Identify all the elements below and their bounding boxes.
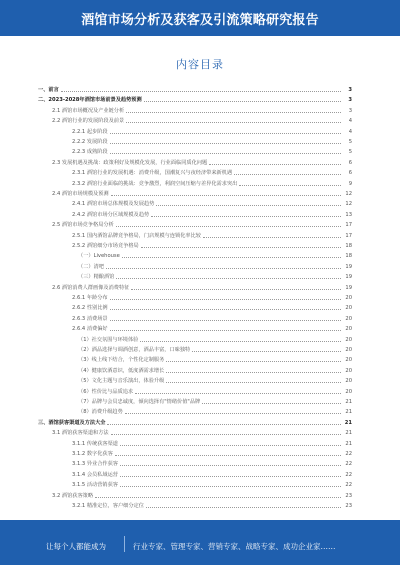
toc-leader-dots (110, 320, 341, 321)
toc-entry-title: （7）品牌与会员忠诚度，倾向选择有"情绪价值"品牌 (78, 399, 201, 405)
toc-entry-title: （一）Livehouse (78, 253, 120, 260)
toc-leader-dots (110, 133, 341, 134)
toc-page-number: 20 (345, 336, 352, 343)
toc-leader-dots (192, 351, 341, 352)
toc-leader-dots (146, 507, 341, 508)
toc-entry[interactable] (52, 106, 352, 114)
toc-leader-dots (106, 268, 341, 269)
toc-entry[interactable] (72, 303, 352, 311)
toc-entry[interactable] (78, 335, 352, 343)
toc-page-number: 20 (345, 305, 352, 312)
report-title: 酒馆市场分析及获客及引流策略研究报告 (81, 13, 319, 28)
toc-leader-dots (122, 257, 341, 258)
toc-page-number: 19 (345, 263, 352, 270)
toc-entry-title: 2.5.2 酒馆细分市场竞争格局 (72, 243, 139, 249)
toc-entry-title: 2.3.2 酒馆行业面临的挑战：竞争激烈，利润空间压缩与差异化需求突出 (72, 180, 238, 187)
toc-entry[interactable] (52, 116, 352, 124)
toc-entry[interactable] (72, 501, 352, 509)
toc-page-number: 3 (348, 107, 352, 114)
toc-page-number: 5 (348, 149, 352, 156)
toc-entry-title: 2.4 酒馆市场规模及预测 (52, 191, 109, 197)
toc-entry[interactable] (72, 293, 352, 301)
toc-page-number: 21 (344, 419, 352, 426)
toc-entry-title: 3.1.5 活动营销获客 (72, 482, 118, 489)
toc-page-number: 3 (348, 97, 352, 104)
footer-slogan-left: 让每个人都能成为 (46, 542, 106, 551)
toc-entry[interactable] (38, 418, 352, 426)
toc-leader-dots (107, 424, 341, 425)
toc-leader-dots (126, 122, 341, 123)
toc-page-number: 9 (348, 180, 352, 187)
toc-entry[interactable] (38, 95, 352, 103)
toc-entry[interactable] (78, 376, 352, 384)
toc-page-number: 21 (345, 409, 352, 416)
footer-divider (124, 536, 125, 552)
toc-entry-title: 3.1.1 传统获客渠道 (72, 440, 118, 447)
toc-page-number: 20 (345, 315, 352, 322)
toc-entry-title: 3.1.3 异业合作获客 (72, 461, 118, 468)
toc-leader-dots (116, 226, 341, 227)
toc-entry-title: （8）消费升级趋势 (78, 409, 123, 416)
toc-leader-dots (203, 237, 341, 238)
toc-leader-dots (110, 153, 341, 154)
toc-page-number: 21 (345, 399, 352, 405)
toc-entry-title: （5）文化主题与音乐演出，体验升级 (78, 378, 165, 385)
toc-entry[interactable] (72, 179, 352, 187)
toc-entry[interactable] (72, 231, 352, 239)
toc-page-number: 20 (345, 295, 352, 301)
toc-entry-title: 2.6 酒馆消费人群画像及消费特征 (52, 284, 130, 291)
toc-entry[interactable] (72, 199, 352, 207)
toc-entry[interactable] (78, 355, 352, 363)
toc-entry[interactable] (72, 459, 352, 467)
toc-entry-title: （三）精酿酒馆 (78, 274, 115, 281)
toc-entry-title: 2.2.3 成熟阶段 (72, 149, 108, 156)
toc-page-number: 18 (345, 243, 352, 249)
toc-entry[interactable] (78, 397, 352, 405)
toc-entry-title: 2.4.2 酒馆市场分区域规模及趋势 (72, 211, 150, 218)
toc-entry[interactable] (78, 345, 352, 353)
toc-leader-dots (140, 341, 341, 342)
toc-entry-title: 一、前言 (38, 87, 59, 93)
toc-page-number: 20 (345, 347, 352, 353)
toc-entry[interactable] (78, 251, 352, 259)
toc-entry[interactable] (72, 480, 352, 488)
toc-page-number: 20 (345, 326, 352, 333)
toc-entry[interactable] (52, 158, 352, 166)
toc-entry-title: 2.5 酒馆市场竞争格局分析 (52, 222, 114, 229)
toc-entry-title: 2.6.4 消费偏好 (72, 326, 108, 333)
toc-page-number: 3 (348, 87, 352, 93)
toc-page-number: 5 (348, 139, 352, 145)
toc-leader-dots (116, 278, 341, 279)
toc-entry[interactable] (52, 189, 352, 197)
toc-entry-title: （2）酒品选择与调酒创意，酒品丰富，口味独特 (78, 347, 191, 353)
toc-page-number: 17 (345, 232, 352, 239)
toc-entry[interactable] (72, 210, 352, 218)
toc-entry[interactable] (72, 324, 352, 332)
toc-entry-title: 2.1 酒馆市场概况及产业链分析 (52, 107, 125, 114)
toc-entry-title: 3.1.4 会员私域运营 (72, 471, 118, 478)
toc-leader-dots (95, 497, 341, 498)
toc-entry[interactable] (78, 366, 352, 374)
toc-leader-dots (120, 445, 341, 446)
toc-entry-title: 2.3.1 酒馆行业的发展机遇：消费升级，国潮复兴与夜经济带来新机遇 (72, 170, 233, 177)
toc-page-number: 22 (345, 482, 352, 489)
toc-leader-dots (111, 434, 341, 435)
toc-leader-dots (239, 185, 341, 186)
toc-page-number: 12 (345, 201, 352, 208)
toc-page-number: 20 (345, 388, 352, 395)
toc-page-number: 6 (348, 170, 352, 177)
toc-leader-dots (110, 299, 341, 300)
toc-entry[interactable] (52, 491, 352, 499)
toc-page-number: 23 (345, 503, 352, 509)
toc-entry[interactable] (72, 470, 352, 478)
toc-leader-dots (144, 101, 341, 102)
toc-entry-title: 三、酒馆获客渠道及方法大全 (38, 419, 106, 426)
toc-leader-dots (156, 205, 341, 206)
toc-entry-title: （6）性价比与品质追求 (78, 388, 134, 395)
toc-leader-dots (131, 289, 341, 290)
toc-page-number: 19 (345, 274, 352, 281)
toc-leader-dots (115, 455, 341, 456)
toc-entry[interactable] (78, 387, 352, 395)
toc-leader-dots (120, 486, 341, 487)
toc-leader-dots (111, 195, 341, 196)
toc-page-number: 19 (345, 284, 352, 291)
toc-entry[interactable] (52, 428, 352, 436)
toc-entry-title: 2.6.2 性别比例 (72, 305, 108, 312)
toc-entry[interactable] (72, 127, 352, 135)
toc-page-number: 23 (345, 492, 352, 499)
toc-page-number: 13 (345, 211, 352, 218)
toc-leader-dots (234, 174, 341, 175)
toc-entry-title: 2.4.1 酒馆市场总体规模及发展趋势 (72, 201, 155, 208)
toc-page-number: 18 (345, 253, 352, 260)
toc-entry[interactable] (52, 220, 352, 228)
table-of-contents (0, 85, 400, 515)
toc-leader-dots (166, 382, 341, 383)
toc-entry[interactable] (72, 168, 352, 176)
toc-entry-title: 2.2.2 发展阶段 (72, 139, 108, 145)
toc-entry-title: 2.5.1 国内酒馆品牌竞争格局，门店规模与连锁化率比较 (72, 232, 201, 239)
toc-entry-title: 3.2 酒馆获客策略 (52, 492, 94, 499)
toc-entry[interactable] (72, 449, 352, 457)
toc-page-number: 22 (345, 471, 352, 478)
toc-leader-dots (202, 403, 341, 404)
toc-leader-dots (61, 91, 341, 92)
toc-entry-title: （3）线上线下结合，个性化定制服务 (78, 357, 165, 364)
toc-entry[interactable] (72, 314, 352, 322)
toc-leader-dots (125, 413, 341, 414)
toc-entry[interactable] (72, 241, 352, 249)
toc-page-number: 22 (345, 451, 352, 457)
toc-entry[interactable] (78, 272, 352, 280)
toc-leader-dots (110, 309, 341, 310)
toc-page-number: 12 (345, 191, 352, 197)
toc-leader-dots (166, 372, 341, 373)
toc-entry-title: 二、2023-2028年酒馆市场前景及趋势预测 (38, 97, 142, 104)
toc-page-number: 20 (345, 367, 352, 374)
toc-page-number: 4 (348, 118, 352, 125)
toc-entry[interactable] (72, 147, 352, 155)
toc-leader-dots (209, 164, 341, 165)
toc-entry[interactable] (52, 283, 352, 291)
toc-leader-dots (166, 361, 341, 362)
toc-page-number: 20 (345, 378, 352, 385)
toc-leader-dots (151, 216, 341, 217)
toc-entry-title: （1）社交氛围与环境体验 (78, 336, 139, 343)
toc-page-number: 6 (348, 159, 352, 166)
toc-entry[interactable] (72, 137, 352, 145)
toc-page-number: 17 (345, 222, 352, 229)
toc-entry-title: 3.2.1 精准定位，客户细分定位 (72, 503, 144, 509)
footer-slogan-right: 行业专家、管理专家、营销专家、战略专家、成功企业家…… (133, 542, 336, 551)
toc-entry-title: （二）清吧 (78, 263, 104, 270)
toc-entry[interactable] (72, 439, 352, 447)
toc-entry-title: 2.6.3 消费场景 (72, 315, 108, 322)
toc-page-number: 22 (345, 461, 352, 468)
toc-entry-title: 3.1.2 数字化获客 (72, 451, 113, 457)
toc-entry-title: 2.2 酒馆行业的发展阶段及前景 (52, 118, 125, 125)
toc-entry[interactable] (78, 407, 352, 415)
toc-leader-dots (141, 247, 341, 248)
toc-leader-dots (126, 112, 341, 113)
toc-entry-title: 2.2.1 起步阶段 (72, 128, 108, 135)
toc-leader-dots (135, 393, 341, 394)
toc-page-number: 4 (348, 128, 352, 135)
toc-entry[interactable] (38, 85, 352, 93)
toc-leader-dots (110, 143, 341, 144)
toc-heading: 内容目录 (176, 58, 224, 71)
toc-leader-dots (110, 330, 341, 331)
toc-page-number: 20 (345, 357, 352, 364)
toc-leader-dots (120, 465, 341, 466)
toc-page-number: 21 (345, 440, 352, 447)
toc-entry-title: 3.1 酒馆获客渠道和方法 (52, 430, 109, 437)
toc-leader-dots (120, 476, 341, 477)
toc-entry-title: （4）健康饮酒意识，低度酒需求增长 (78, 367, 165, 374)
toc-entry-title: 2.3 发展机遇及挑战：政策利好及规模化发展，行业面临同质化问题 (52, 159, 208, 166)
report-header-bar (0, 0, 400, 36)
toc-page-number: 21 (345, 430, 352, 437)
toc-entry[interactable] (78, 262, 352, 270)
toc-entry-title: 2.6.1 年龄分布 (72, 295, 108, 301)
